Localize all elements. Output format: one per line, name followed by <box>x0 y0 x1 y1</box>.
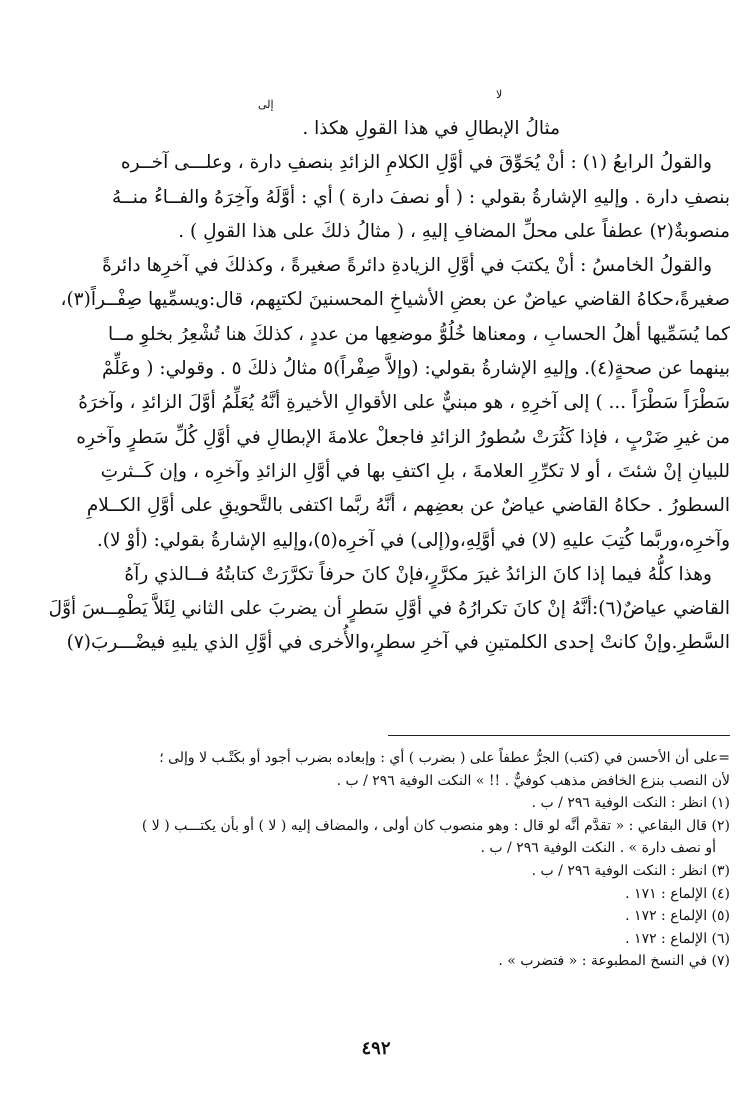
footnotes <box>76 747 730 973</box>
text-line: سَطْرَاً سَطْرَاً ... ) إلى آخرِهِ ، هو مبنيٌّ على الأقوالِ الأخيرةِ أنَّهُ يُعَلِّمُ أوَّلَ الزائدِ ، وآخرَهُ <box>78 392 730 414</box>
text-line: بنصفِ دارة . وإليهِ الإشارةُ بقولي : ( أو نصفَ دارة ) أي : أوَّلَهُ وآخِرَهُ والفــاءُ منــهُ <box>111 186 730 208</box>
footnote-line: (٣) انظر : النكت الوفية ٢٩٦ / ب . <box>531 862 730 879</box>
text-line: السَّطرِ.وإنْ كانتْ إحدى الكلمتينِ في آخرِ سطرٍ،والأُخرى في أوَّلِ الذي يليهِ فيضْـــربَ(٧) <box>66 632 730 654</box>
text-line: مثالُ الإبطالِ في هذا القولِ هكذا . <box>302 118 560 139</box>
footnote-line: =على أن الأحسن في (كتب) الجرُّ عطفاً على ( بضرب ) أي : وإبعاده بضرب أجود أو بكَتْـب لا وإلى ؛ <box>159 750 730 766</box>
footnote-line: (٥) الإلماع : ١٧٢ . <box>625 908 730 925</box>
footnote-line: (٦) الإلماع : ١٧٢ . <box>625 930 730 947</box>
margin-note-ila: إلى <box>258 98 274 111</box>
footnote-line: (٤) الإلماع : ١٧١ . <box>625 885 730 902</box>
footnote-line: (٢) قال البقاعي : « تقدَّم أنَّه لو قال : وهو منصوب كان أولى ، والمضاف إليه ( لا ) أو بأن يكتـــب ( لا ) <box>141 817 730 834</box>
text-line: وآخرِه،وربَّما كُتِبَ عليهِ (لا) في أوَّلِهِ،و(إلى) في آخرِه(٥)،وإليهِ الإشارةُ بقولي: (أوْ لا). <box>96 529 730 551</box>
text-line: صغيرةً،حكاهُ القاضي عياضٌ عن بعضِ الأشياخِ المحسنينَ لكتبِهم، قال:ويسمِّيها صِفْــراً(٣)، <box>60 289 730 311</box>
footnote-line: (٧) في النسخ المطبوعة : « فتضرب » . <box>498 953 730 970</box>
footnote-separator <box>388 735 730 736</box>
text-line: من غيرِ ضَرْبٍ ، فإذا كَثُرَتْ سُطورُ الزائدِ فاجعلْ علامةَ الإبطالِ في أوَّلِ كُلِّ سَطرٍ وآخرِه <box>76 426 730 448</box>
text-line: كما يُسَمِّيها أهلُ الحسابِ ، ومعناها خُلُوُّ موضعِها من عددٍ ، كذلكَ هنا تُشْعِرُ بخلوِ مــا <box>108 323 730 345</box>
text-line: وهذا كلُّهُ فيما إذا كانَ الزائدُ غيرَ مكرَّرٍ،فإنْ كانَ حرفاً تكرَّرَتْ كتابتُهُ فــالذي رآهُ <box>124 563 712 585</box>
footnote-line: (١) انظر : النكت الوفية ٢٩٦ / ب . <box>531 795 730 812</box>
text-line: والقولُ الخامسُ : أنْ يكتبَ في أوَّلِ الزيادةِ دائرةً صغيرةً ، وكذلكَ في آخرِها دائرةً <box>102 255 712 277</box>
footnote-line: أو نصف دارة » . النكت الوفية ٢٩٦ / ب . <box>480 840 716 857</box>
text-line: منصوبةٌ(٢) عطفاً على محلِّ المضافِ إليهِ ، ( مثالُ ذلكَ على هذا القولِ ) . <box>178 220 730 242</box>
text-line: القاضي عياضٌ(٦):أنَّهُ إنْ كانَ تكرارُهُ في أوَّلِ سَطرٍ أن يضربَ على الثاني لِئَلاَّ يَطْمِــسَ أوَّلَ <box>48 598 730 620</box>
page-number: ٤٩٢ <box>361 1038 391 1059</box>
margin-note-la: لا <box>496 88 503 101</box>
text-line: السطورُ . حكاهُ القاضي عياضٌ عن بعضِهم ، أنَّهُ ربَّما اكتفى بالتَّحويقِ على أوَّلِ الكــلامِ <box>86 495 730 517</box>
text-line: للبيانِ إنْ شئتَ ، أو لا تكرِّرِ العلامةَ ، بلِ اكتفِ بها في أوَّلِ الزائدِ وآخرِه ، وإن كَــثرتِ <box>100 460 730 482</box>
text-line: بينهما عن صحةٍ(٤). وإليهِ الإشارةُ بقولي: (وإلاَّ صِفْراً)٥ مثالُ ذلكَ ٥ . وقولي: ( وعَلِّمْ <box>102 358 730 380</box>
main-text <box>48 112 730 661</box>
footnote-line: لأن النصب بنزع الخافض مذهب كوفيٌّ . !! » النكت الوفية ٢٩٦ / ب . <box>336 772 730 789</box>
text-line: والقولُ الرابعُ (١) : أنْ يُحَوِّقَ في أوَّلِ الكلامِ الزائدِ بنصفِ دارة ، وعلـــى آخــره <box>120 152 712 174</box>
